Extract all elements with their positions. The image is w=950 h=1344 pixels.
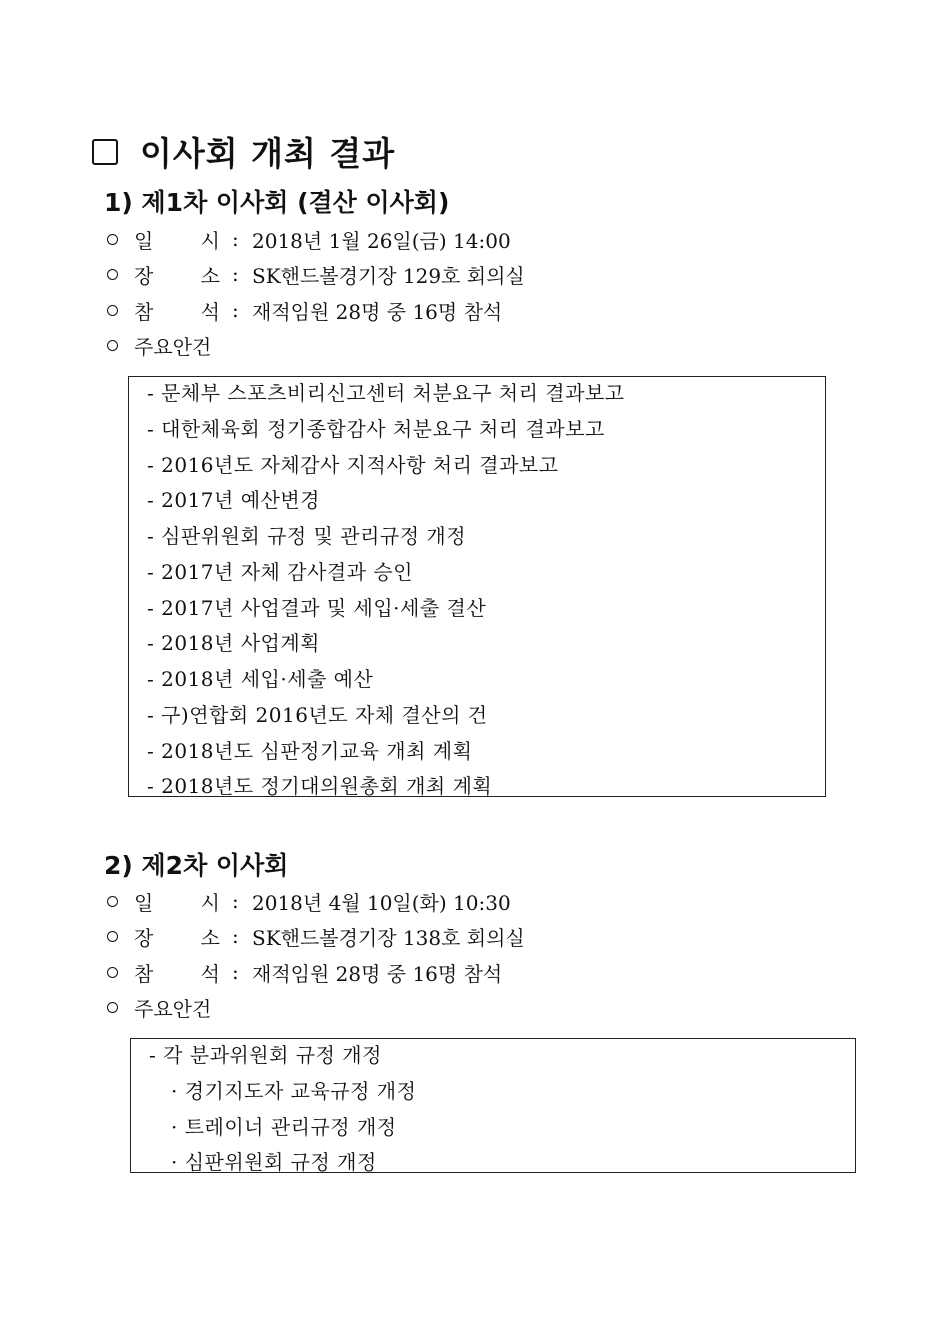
section-heading-1: 1) 제1차 이사회 (결산 이사회) (104, 188, 450, 217)
agenda-box-2 (130, 1038, 856, 1173)
agenda-sub-item: · 트레이너 관리규정 개정 (171, 1115, 397, 1139)
meeting-2-date-row (104, 884, 511, 918)
colon: : (232, 889, 239, 913)
meeting-1-agenda-row (104, 328, 211, 362)
attendance-label: 참 석 (134, 299, 220, 324)
attendance-value: 재적임원 28명 중 16명 참석 (252, 299, 503, 324)
agenda-item: - 심판위원회 규정 및 관리규정 개정 (147, 524, 467, 548)
date-value: 2018년 4월 10일(화) 10:30 (252, 890, 511, 915)
agenda-sub-item: · 심판위원회 규정 개정 (171, 1150, 377, 1174)
circle-bullet-icon (107, 1002, 118, 1013)
agenda-item: - 2017년 예산변경 (147, 488, 320, 512)
colon: : (232, 924, 239, 948)
colon: : (232, 298, 239, 322)
circle-bullet-icon (107, 340, 118, 351)
circle-bullet-icon (107, 967, 118, 978)
agenda-item: - 2018년도 정기대의원총회 개최 계획 (147, 774, 493, 798)
meeting-1-attendance-row (104, 293, 502, 327)
agenda-item: - 각 분과위원회 규정 개정 (149, 1043, 382, 1067)
agenda-item: - 2017년 자체 감사결과 승인 (147, 560, 413, 584)
agenda-item: - 2016년도 자체감사 지적사항 처리 결과보고 (147, 453, 559, 477)
circle-bullet-icon (107, 931, 118, 942)
agenda-item: - 구)연합회 2016년도 자체 결산의 건 (147, 703, 488, 727)
colon: : (232, 960, 239, 984)
agenda-label: 주요안건 (134, 334, 212, 359)
page-title (92, 128, 395, 175)
date-label: 일 시 (134, 890, 220, 915)
agenda-item: - 문체부 스포츠비리신고센터 처분요구 처리 결과보고 (147, 381, 625, 405)
page-title-text: 이사회 개최 결과 (140, 134, 396, 173)
agenda-item: - 2018년 사업계획 (147, 631, 320, 655)
circle-bullet-icon (107, 896, 118, 907)
circle-bullet-icon (107, 269, 118, 280)
meeting-1-place-row (104, 257, 525, 291)
meeting-2-place-row (104, 919, 525, 953)
agenda-sub-item: · 경기지도자 교육규정 개정 (171, 1079, 417, 1103)
agenda-item: - 2018년도 심판정기교육 개최 계획 (147, 739, 473, 763)
meeting-2-attendance-row (104, 955, 502, 989)
circle-bullet-icon (107, 234, 118, 245)
place-label: 장 소 (134, 925, 220, 950)
agenda-item: - 2017년 사업결과 및 세입·세출 결산 (147, 596, 487, 620)
agenda-item: - 2018년 세입·세출 예산 (147, 667, 374, 691)
date-label: 일 시 (134, 228, 220, 253)
agenda-label: 주요안건 (134, 996, 212, 1021)
square-bullet-icon (92, 139, 118, 165)
section-heading-2: 2) 제2차 이사회 (104, 851, 289, 880)
attendance-label: 참 석 (134, 961, 220, 986)
date-value: 2018년 1월 26일(금) 14:00 (252, 228, 511, 253)
circle-bullet-icon (107, 305, 118, 316)
agenda-box-1 (128, 376, 826, 797)
meeting-1-date-row (104, 222, 511, 256)
place-value: SK핸드볼경기장 129호 회의실 (252, 263, 525, 288)
agenda-item: - 대한체육회 정기종합감사 처분요구 처리 결과보고 (147, 417, 605, 441)
place-value: SK핸드볼경기장 138호 회의실 (252, 925, 525, 950)
place-label: 장 소 (134, 263, 220, 288)
attendance-value: 재적임원 28명 중 16명 참석 (252, 961, 503, 986)
meeting-2-agenda-row (104, 990, 211, 1024)
colon: : (232, 262, 239, 286)
colon: : (232, 227, 239, 251)
